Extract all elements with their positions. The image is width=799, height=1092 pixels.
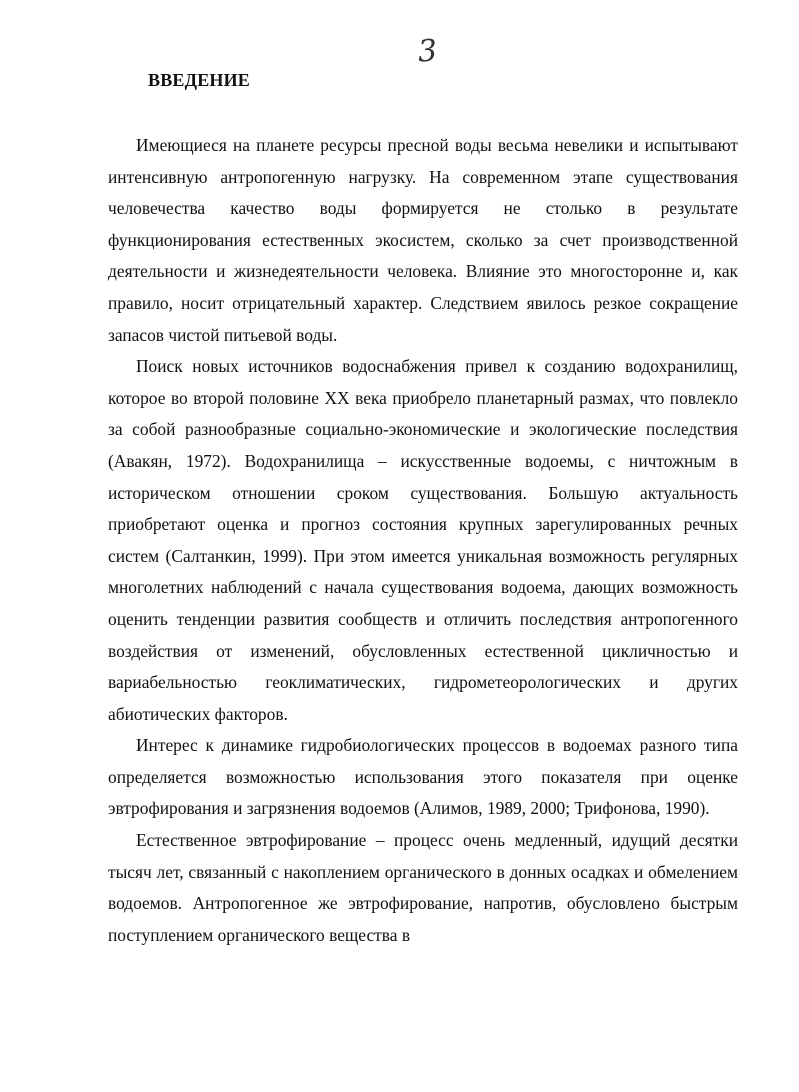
body-text <box>108 130 738 951</box>
paragraph: Естественное эвтрофирование – процесс очень медленный, идущий десятки тысяч лет, связанный с накоплением органического в донных осадках и обмелением водоемов. Антропогенное же эвтрофирование, напротив, обусловлено быстрым поступлением органического вещества в <box>108 830 738 945</box>
paragraph: Поиск новых источников водоснабжения привел к созданию водохранилищ, которое во второй половине XX века приобрело планетарный размах, что повлекло за собой разнообразные социально-экономические и экологические последствия (Авакян, 1972). Водохранилища – искусственные водоемы, с ничтожным в историческом отношении сроком существования. Большую актуальность приобретают оценка и прогноз состояния крупных зарегулированных речных систем (Салтанкин, 1999). При этом имеется уникальная возможность регулярных многолетних наблюдений с начала существования водоема, дающих возможность оценить тенденции развития сообществ и отличить последствия антропогенного воздействия от изменений, обусловленных естественной цикличностью и вариабельностью геоклиматических, гидрометеорологических и других абиотических факторов. <box>108 356 738 724</box>
paragraph: Интерес к динамике гидробиологических процессов в водоемах разного типа определяется возможностью использования этого показателя при оценке эвтрофирования и загрязнения водоемов (Алимов, 1989, 2000; Трифонова, 1990). <box>108 735 738 819</box>
page-number: 3 <box>416 33 439 70</box>
section-heading: ВВЕДЕНИЕ <box>148 70 251 90</box>
paragraph: Имеющиеся на планете ресурсы пресной воды весьма невелики и испытывают интенсивную антропогенную нагрузку. На современном этапе существования человечества качество воды формируется не столько в результате функционирования естественных экосистем, сколько за счет производственной деятельности и жизнедеятельности человека. Влияние это многосторонне и, как правило, носит отрицательный характер. Следствием явилось резкое сокращение запасов чистой питьевой воды. <box>108 135 738 345</box>
